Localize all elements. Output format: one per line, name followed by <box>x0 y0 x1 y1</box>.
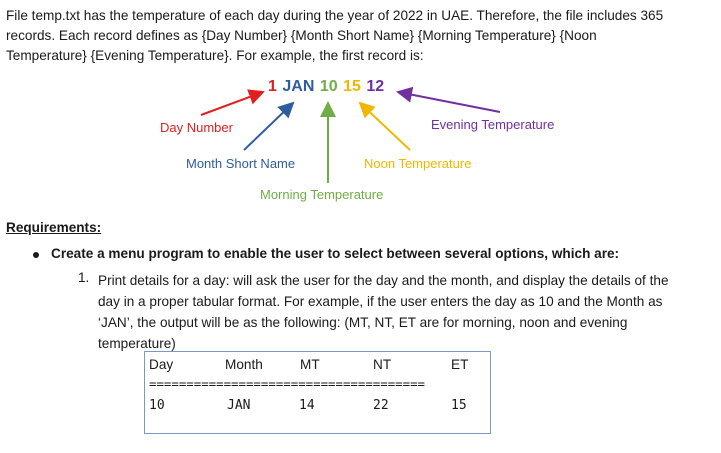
output-example-box <box>144 351 491 434</box>
cell-et: 15 <box>451 398 467 413</box>
item-line: temperature) <box>98 336 176 351</box>
intro-line: Temperature} {Evening Temperature}. For example, the first record is: <box>6 48 424 63</box>
bullet-text: Create a menu program to enable the user to select between several options, which are: <box>51 246 620 261</box>
label-month-short-name: Month Short Name <box>186 156 296 171</box>
header-month: Month <box>225 357 263 372</box>
noon-arrow <box>360 103 410 150</box>
item-line: ‘JAN’, the output will be as the following: (MT, NT, ET are for morning, noon and evening <box>98 315 628 330</box>
cell-mt: 14 <box>299 398 315 413</box>
record-evening: 12 <box>366 78 385 95</box>
cell-month: JAN <box>227 398 251 413</box>
item-line: Print details for a day: will ask the user for the day and the month, and display the details of the <box>98 273 669 288</box>
record-month: JAN <box>282 78 315 95</box>
record-day: 1 <box>268 78 277 95</box>
table-separator: ===================================== <box>149 376 426 391</box>
day-number-arrow <box>201 92 263 115</box>
record-morning: 10 <box>319 78 338 95</box>
intro-line: records. Each record defines as {Day Number} {Month Short Name} {Morning Temperature} {Noon <box>6 28 597 43</box>
item-description <box>98 270 708 354</box>
label-noon-temperature: Noon Temperature <box>364 156 472 171</box>
header-mt: MT <box>300 357 320 372</box>
cell-day: 10 <box>149 398 165 413</box>
header-nt: NT <box>373 357 392 372</box>
item-line: day in a proper tabular format. For example, if the user enters the day as 10 and the Month as <box>98 294 663 309</box>
intro-line: File temp.txt has the temperature of each day during the year of 2022 in UAE. Therefore, the file includes 365 <box>6 8 664 23</box>
label-evening-temperature: Evening Temperature <box>431 117 555 132</box>
label-day-number: Day Number <box>160 120 233 135</box>
item-number: 1. <box>78 270 90 285</box>
evening-arrow <box>398 92 500 112</box>
cell-nt: 22 <box>373 398 389 413</box>
label-morning-temperature: Morning Temperature <box>260 187 384 202</box>
requirements-heading: Requirements: <box>6 220 102 235</box>
bullet-icon <box>33 252 39 258</box>
record-noon: 15 <box>343 78 361 95</box>
month-arrow <box>244 103 293 150</box>
header-day: Day <box>149 357 174 372</box>
header-et: ET <box>451 357 469 372</box>
